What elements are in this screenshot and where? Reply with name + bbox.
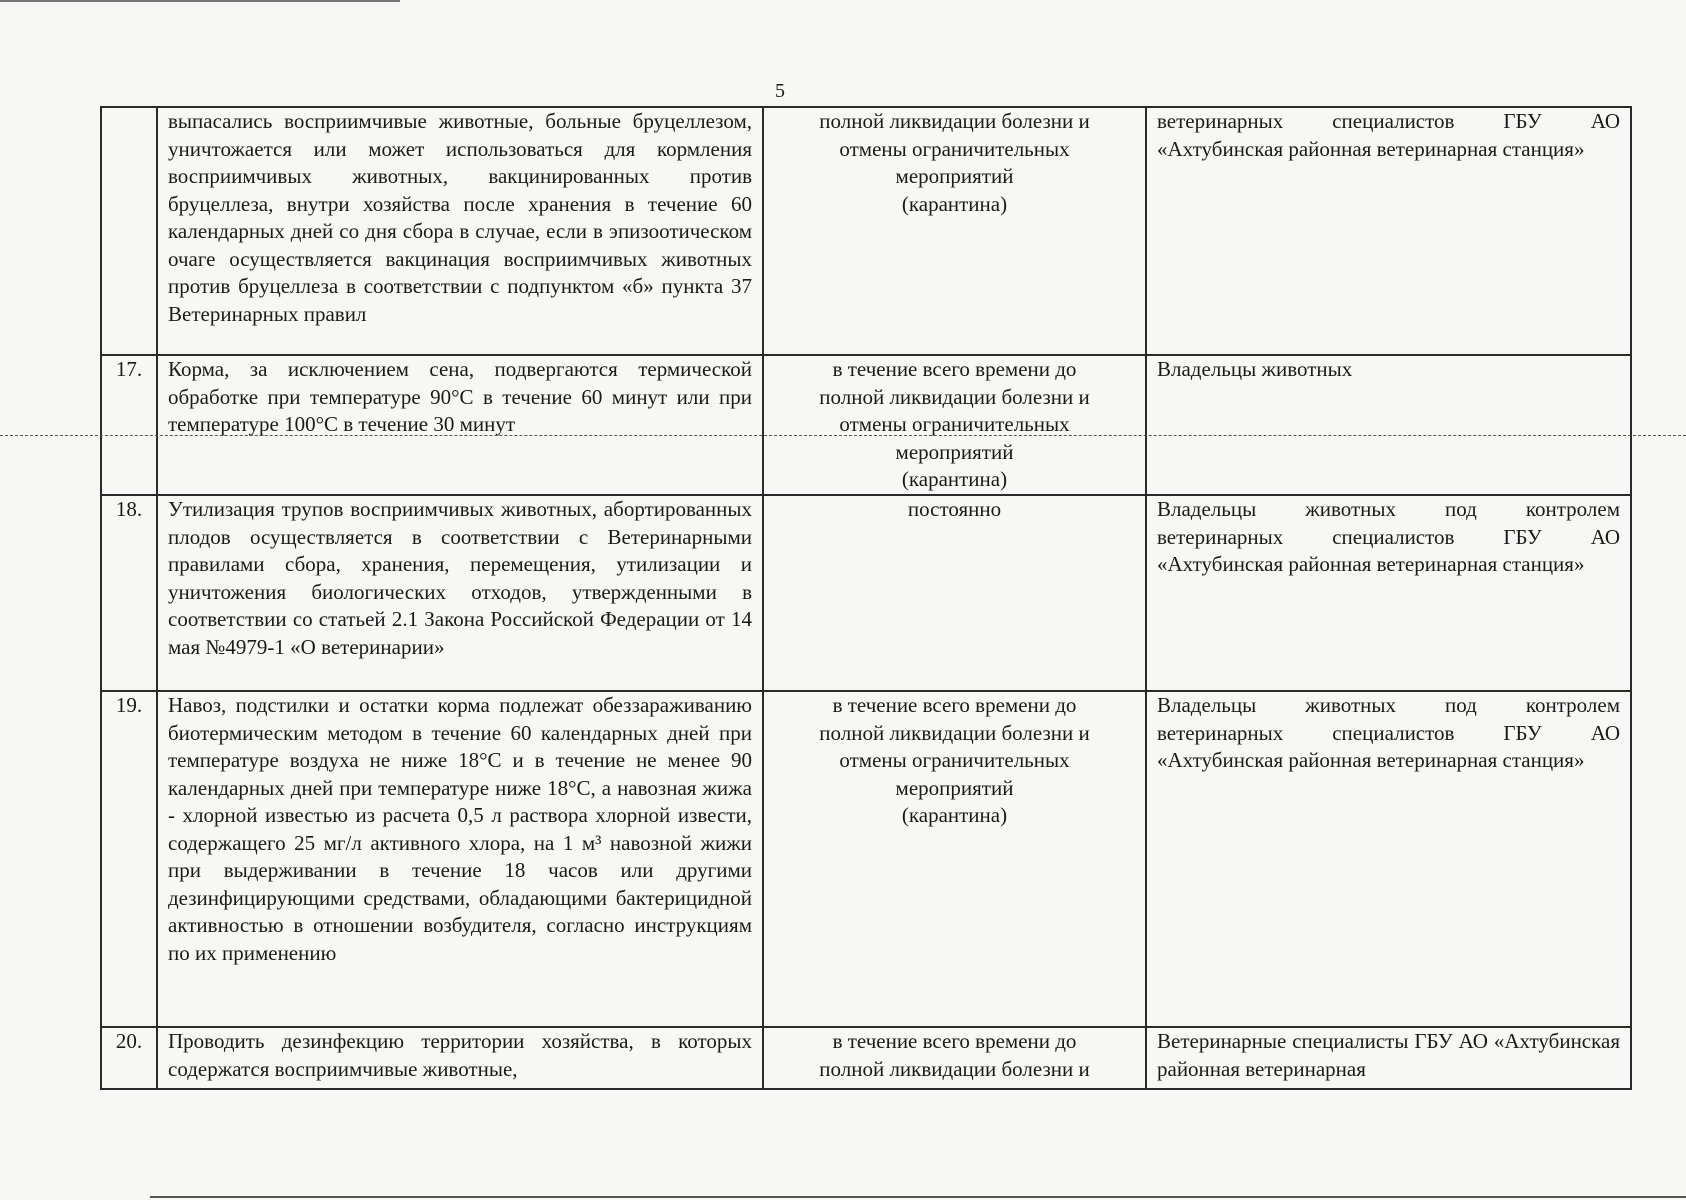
row-number-cell: 17. [101, 355, 157, 495]
term-line: мероприятий [895, 439, 1014, 464]
term-cell [763, 1027, 1146, 1089]
term-line: (карантина) [901, 803, 1008, 827]
term-line: полной ликвидации болезни и [819, 720, 1090, 745]
term-cell [763, 107, 1146, 355]
row-number-cell: 19. [101, 691, 157, 1027]
measure-cell: Проводить дезинфекцию территории хозяйства, в которых содержатся восприимчивые животные, [157, 1027, 763, 1089]
term-line: в течение всего времени до [832, 1029, 1077, 1053]
term-line: полной ликвидации болезни и [819, 109, 1090, 133]
term-line: (карантина) [901, 467, 1008, 491]
table-row [101, 107, 1631, 355]
page-number: 5 [775, 80, 785, 102]
term-cell [763, 691, 1146, 1027]
term-line: в течение всего времени до [832, 693, 1077, 717]
responsible-cell: Владельцы животных [1146, 355, 1631, 495]
row-number-cell [101, 107, 157, 355]
term-line: мероприятий [895, 164, 1014, 188]
measures-table [100, 106, 1632, 1090]
measure-cell: Утилизация трупов восприимчивых животных, абортированных плодов осуществляется в соответствии с Ветеринарными правилами сбора, хранения, перемещения, утилизации и уничтожения биологических отходов, утвержденными в соответствии со статьей 2.1 Закона Российской Федерации от 14 мая №4979-1 «О ветеринарии» [157, 495, 763, 691]
measure-cell: Корма, за исключением сена, подвергаются термической обработке при температуре 90°С в течение 60 минут или при температуре 100°С в течение 30 минут [157, 355, 763, 495]
term-line: отмены ограничительных [839, 748, 1070, 772]
measure-cell: Навоз, подстилки и остатки корма подлежат обеззараживанию биотермическим методом в течение 60 календарных дней при температуре воздуха не ниже 18°С и в течение не менее 90 календарных дней при температуре ниже 18°С, а навозная жижа - хлорной известью из расчета 0,5 л раствора хлорной извести, содержащего 25 мг/л активного хлора, на 1 м³ навозной жижи при выдерживании в течение 18 часов или другими дезинфицирующими средствами, обладающими бактерицидной активностью в отношении возбудителя, согласно инструкциям по их применению [157, 691, 763, 1027]
measures-table-body [101, 107, 1631, 1089]
responsible-cell: Владельцы животных под контролем ветеринарных специалистов ГБУ АО «Ахтубинская районная ветеринарная станция» [1146, 495, 1631, 691]
row-number-cell: 18. [101, 495, 157, 691]
term-cell [763, 495, 1146, 691]
table-row [101, 355, 1631, 495]
measure-cell: выпасались восприимчивые животные, больные бруцеллезом, уничтожается или может использоваться для кормления восприимчивых животных, вакцинированных против бруцеллеза, внутри хозяйства после хранения в течение 60 календарных дней со дня сбора в случае, если в эпизоотическом очаге осуществляется вакцинация восприимчивых животных против бруцеллеза в соответствии с подпунктом «б» пункта 37 Ветеринарных правил [157, 107, 763, 355]
scan-bottom-edge [150, 1196, 1686, 1198]
scan-fold-line [0, 435, 1686, 436]
table-row [101, 691, 1631, 1027]
term-line: отмены ограничительных [839, 136, 1070, 161]
responsible-cell: ветеринарных специалистов ГБУ АО «Ахтубинская районная ветеринарная станция» [1146, 107, 1631, 355]
term-line: отмены ограничительных [839, 412, 1070, 436]
responsible-cell: Владельцы животных под контролем ветеринарных специалистов ГБУ АО «Ахтубинская районная ветеринарная станция» [1146, 691, 1631, 1027]
term-line: (карантина) [901, 191, 1008, 216]
table-row [101, 1027, 1631, 1089]
term-line: в течение всего времени до [832, 357, 1077, 381]
term-line: полной ликвидации болезни и [819, 384, 1090, 409]
row-number-cell: 20. [101, 1027, 157, 1089]
term-line: мероприятий [895, 775, 1014, 800]
term-line: полной ликвидации болезни и [819, 1056, 1090, 1081]
table-row [101, 495, 1631, 691]
scan-edge-line [0, 0, 400, 2]
responsible-cell: Ветеринарные специалисты ГБУ АО «Ахтубинская районная ветеринарная [1146, 1027, 1631, 1089]
term-line: постоянно [907, 497, 1002, 521]
term-cell [763, 355, 1146, 495]
